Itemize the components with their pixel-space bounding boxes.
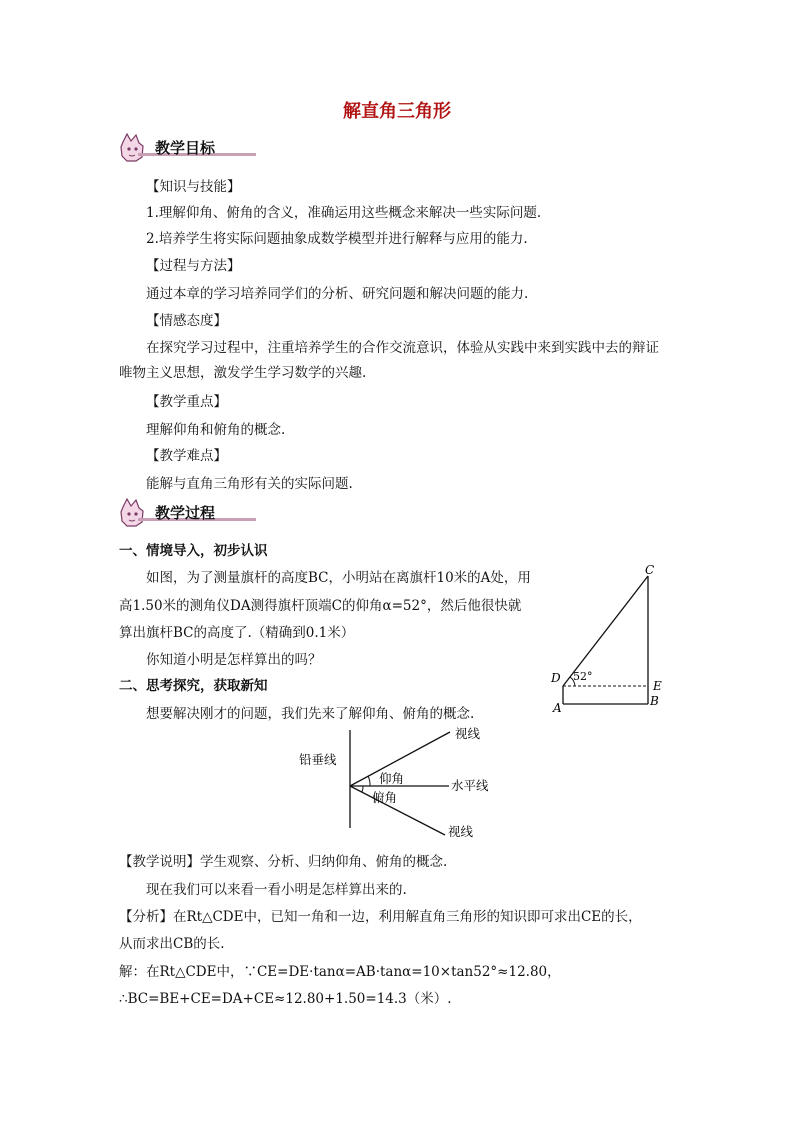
label-c: C: [645, 563, 655, 577]
text-line: 从而求出CB的长.: [119, 936, 225, 952]
elevation-angle-label: 仰角: [379, 771, 405, 786]
text-line: 【情感态度】: [146, 313, 227, 329]
text-line: 【教学重点】: [146, 394, 227, 410]
text-line: 唯物主义思想，激发学生学习数学的兴趣.: [119, 365, 367, 381]
angle-of-elevation-diagram: [295, 722, 510, 842]
section-badge-objectives: [118, 133, 258, 163]
section-heading: 一、情境导入，初步认识: [119, 543, 268, 559]
page-title: 解直角三角形: [343, 101, 451, 122]
section-badge-label: 教学过程: [155, 504, 216, 522]
text-line: 解：在Rt△CDE中，∵CE=DE·tanα=AB·tanα=10×tan52°≈12.80，: [119, 964, 561, 980]
text-line: 【知识与技能】: [146, 179, 241, 195]
text-line: 通过本章的学习培养同学们的分析、研究问题和解决问题的能力.: [146, 286, 529, 302]
fox-mascot-icon: [118, 498, 148, 528]
label-e: E: [653, 679, 662, 693]
label-a: A: [553, 701, 562, 715]
text-line: 理解仰角和俯角的概念.: [146, 422, 286, 438]
section-heading: 二、思考探究，获取新知: [119, 678, 268, 694]
section-badge-label: 教学目标: [155, 139, 216, 157]
vertical-line-label: 铅垂线: [299, 752, 337, 767]
text-line: 【过程与方法】: [146, 258, 241, 274]
text-line: 【分析】在Rt△CDE中，已知一角和一边，利用解直角三角形的知识即可求出CE的长，: [119, 909, 642, 925]
text-line: ∴BC=BE+CE=DA+CE≈12.80+1.50=14.3（米）.: [119, 991, 452, 1007]
label-b: B: [650, 694, 659, 708]
text-line: 如图，为了测量旗杆的高度BC，小明站在离旗杆10米的A处，用: [146, 570, 531, 586]
depression-angle-label: 俯角: [372, 790, 398, 805]
horizontal-line-label: 水平线: [451, 778, 489, 793]
text-line: 【教学说明】学生观察、分析、归纳仰角、俯角的概念.: [119, 854, 448, 870]
text-line: 现在我们可以来看一看小明是怎样算出来的.: [146, 882, 407, 898]
text-line: 2.培养学生将实际问题抽象成数学模型并进行解释与应用的能力.: [146, 231, 528, 247]
sight-line-top-label: 视线: [455, 726, 481, 741]
angle-label: 52°: [573, 670, 593, 683]
label-d: D: [551, 671, 561, 685]
text-line: 算出旗杆BC的高度了.（精确到0.1米）: [119, 625, 355, 641]
text-line: 能解与直角三角形有关的实际问题.: [146, 476, 353, 492]
text-line: 高1.50米的测角仪DA测得旗杆顶端C的仰角α=52°，然后他很快就: [119, 598, 522, 614]
text-line: 你知道小明是怎样算出的吗？: [146, 652, 322, 668]
text-line: 【教学难点】: [146, 448, 227, 464]
section-badge-process: [118, 498, 258, 528]
fox-mascot-icon: [118, 133, 148, 163]
text-line: 在探究学习过程中，注重培养学生的合作交流意识，体验从实践中来到实践中去的辩证: [146, 340, 659, 356]
sight-line-bottom-label: 视线: [448, 824, 474, 839]
text-line: 想要解决刚才的问题，我们先来了解仰角、俯角的概念.: [146, 706, 475, 722]
flagpole-triangle-diagram: [545, 560, 675, 720]
text-line: 1.理解仰角、俯角的含义，准确运用这些概念来解决一些实际问题.: [146, 205, 542, 221]
